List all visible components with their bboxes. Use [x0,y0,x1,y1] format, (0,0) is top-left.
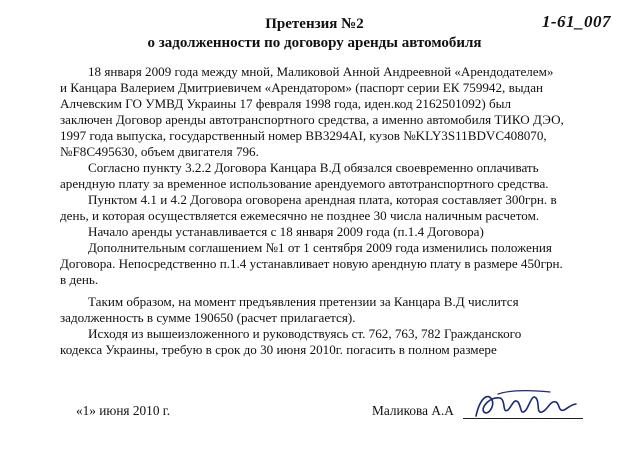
document-subtitle: о задолженности по договору аренды автомобиля [147,35,482,51]
text-line: Таким образом, на момент предъявления претензии за Канцара В.Д числится [88,294,519,309]
text-line: задолженность в сумме 190650 (расчет прилагается). [60,310,356,325]
text-line: кодекса Украины, требую в срок до 30 июня 2010г. погасить в полном размере [60,342,497,357]
text-line: и Канцара Валерием Дмитриевичем «Арендатором» (паспорт серии ЕК 759942, выдан [60,80,544,95]
text-line: Исходя из вышеизложенного и руководствуясь ст. 762, 763, 782 Гражданского [88,326,522,341]
text-line: 18 января 2009 года между мной, Маликовой Анной Андреевной «Арендодателем» [88,64,554,79]
text-line: Договора. Непосредственно п.1.4 устанавливает новую арендную плату в размере 450грн. [60,256,563,271]
text-line: в день. [60,272,99,287]
claim-date: «1» июня 2010 г. [76,403,171,418]
text-line: арендную плату за временное использование арендуемого автотранспортного средства. [60,176,549,191]
text-line: Пунктом 4.1 и 4.2 Договора оговорена арендная плата, которая составляет 300грн. в [88,192,557,207]
text-line: заключен Договор аренды автотранспортного средства, а именно автомобиля ТИКО ДЭО, [60,112,564,127]
text-line: 1997 года выпуска, государственный номер ВВ3294АІ, кузов №KLY3S11BDVC408070, [60,128,547,143]
paragraph-rent [60,192,598,224]
signer-name: Маликова А.А [372,403,454,418]
paragraph-amendment [60,240,598,288]
paragraph-agreement [60,64,598,160]
document-id: 1-61_007 [541,12,611,31]
document-title: Претензия №2 [265,16,364,32]
paragraph-debt [60,294,598,326]
text-line: Начало аренды устанавливается с 18 января 2009 года (п.1.4 Договора) [88,224,484,239]
handwritten-signature [470,386,580,422]
text-line: Алчевским ГО УМВД Украины 17 февраля 1998 года, иден.код 2162501092) был [60,96,511,111]
text-line: Согласно пункту 3.2.2 Договора Канцара В.Д обязался своевременно оплачивать [88,160,539,175]
claim-body [60,64,598,358]
paragraph-obligation [60,160,598,192]
text-line: Дополнительным соглашением №1 от 1 сентября 2009 года изменились положения [88,240,552,255]
paragraph-demand [60,326,598,358]
text-line: №F8C495630, объем двигателя 796. [60,144,259,159]
text-line: день, и которая осуществляется ежемесячно не позднее 30 числа наличным расчетом. [60,208,540,223]
paragraph-start [60,224,598,240]
